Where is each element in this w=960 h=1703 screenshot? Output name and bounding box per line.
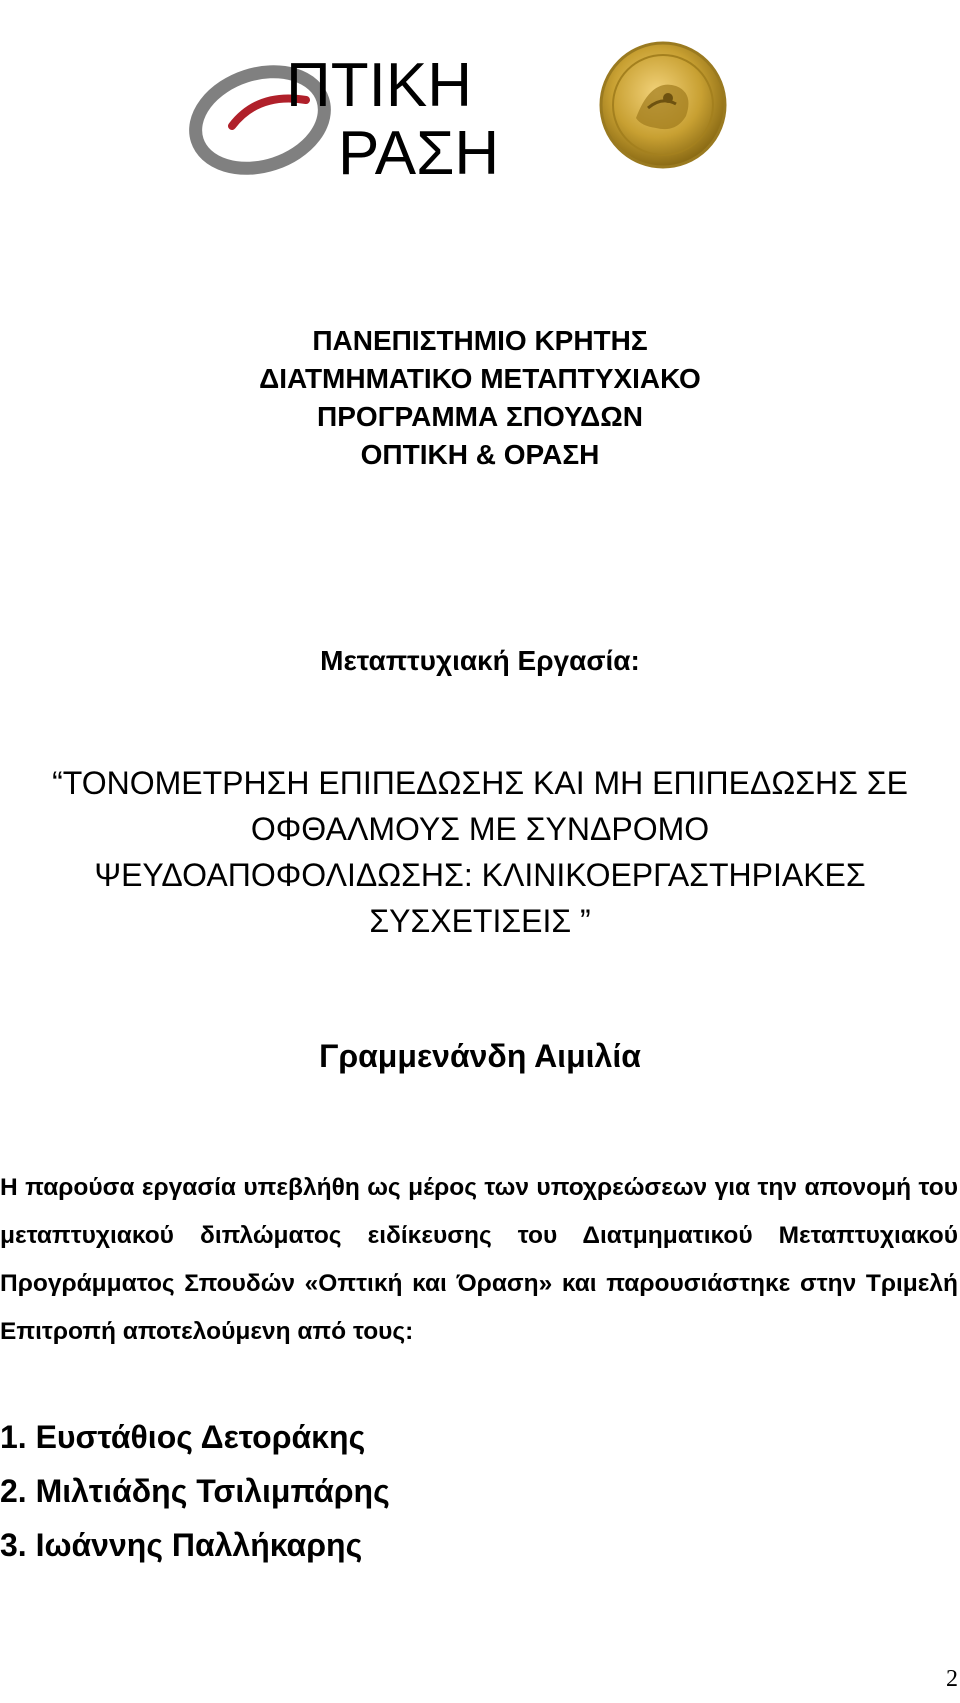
optiki-orasi-logo [188,34,543,189]
university-line: ΟΠΤΙΚΗ & ΟΡΑΣΗ [360,439,600,470]
university-line: ΔΙΑΤΜΗΜΑΤΙΚΟ ΜΕΤΑΠΤΥΧΙΑΚΟ [259,363,701,394]
logo-text-line1: ΠΤΙΚΗ [286,51,472,120]
thesis-title-line: “ΤΟΝΟΜΕΤΡΗΣΗ ΕΠΙΠΕΔΩΣΗΣ ΚΑΙ ΜΗ ΕΠΙΠΕΔΩΣΗΣ ΣΕ [52,765,908,801]
logo-graphic [188,34,543,189]
gold-coin-seal-icon [596,38,730,172]
university-heading [0,322,960,474]
thesis-title-line: ΣΥΣΧΕΤΙΣΕΙΣ ” [369,903,591,939]
committee-member: 3. Ιωάννης Παλλήκαρης [0,1527,363,1563]
submission-statement: Η παρούσα εργασία υπεβλήθη ως μέρος των υποχρεώσεων για την απονομή του μεταπτυχιακού διπλώματος ειδίκευσης του Διατμηματικού Μεταπτυχιακού Προγράμματος Σπουδών «Οπτική και Όραση» και παρουσιάστηκε στην Τριμελή Επιτροπή αποτελούμενη από τους: [0,1174,958,1345]
logo-text-line2: ΡΑΣΗ [338,119,500,188]
author-name: Γραμμενάνδη Αιμιλία [319,1038,641,1074]
university-line: ΠΡΟΓΡΑΜΜΑ ΣΠΟΥΔΩΝ [317,401,643,432]
committee-member: 2. Μιλτιάδης Τσιλιμπάρης [0,1473,390,1509]
page-number: 2 [946,1666,958,1692]
committee-list [0,1410,390,1572]
thesis-title-line: ΨΕΥΔΟΑΠΟΦΟΛΙΔΩΣΗΣ: ΚΛΙΝΙΚΟΕΡΓΑΣΤΗΡΙΑΚΕΣ [94,857,866,893]
thesis-title [0,760,960,944]
committee-member: 1. Ευστάθιος Δετοράκης [0,1419,366,1455]
thesis-title-line: ΟΦΘΑΛΜΟΥΣ ΜΕ ΣΥΝΔΡΟΜΟ [250,811,710,847]
university-line: ΠΑΝΕΠΙΣΤΗΜΙΟ ΚΡΗΤΗΣ [312,325,648,356]
thesis-label: Μεταπτυχιακή Εργασία: [320,645,640,676]
